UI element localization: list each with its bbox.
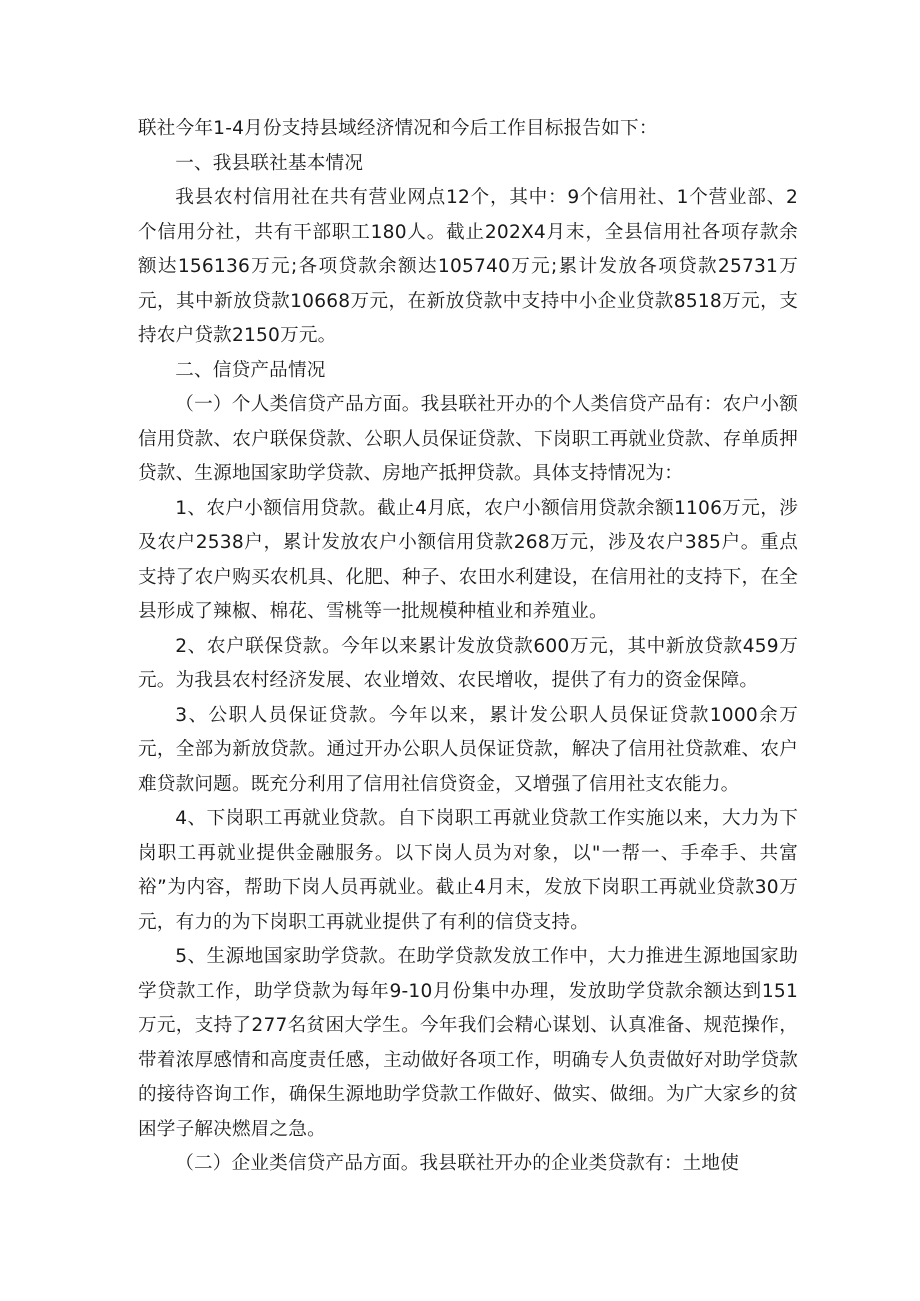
paragraph-item-4: 4、下岗职工再就业贷款。自下岗职工再就业贷款工作实施以来，大力为下岗职工再就业提供金融服务。以下岗人员为对象，以"一帮一、手牵手、共富裕”为内容，帮助下岗人员再就业。截止4月末，发放下岗职工再就业贷款30万元，有力的为下岗职工再就业提供了有利的信贷支持。 [138, 808, 798, 933]
document-body [138, 112, 798, 1182]
paragraph-enterprise-products: （二）企业类信贷产品方面。我县联社开办的企业类贷款有：土地使 [175, 1153, 740, 1174]
paragraph-item-3: 3、公职人员保证贷款。今年以来，累计发公职人员保证贷款1000余万元，全部为新放贷款。通过开办公职人员保证贷款，解决了信用社贷款难、农户难贷款问题。既充分利用了信用社信贷资金，又增强了信用社支农能力。 [138, 704, 798, 795]
paragraph-item-1: 1、农户小额信用贷款。截止4月底，农户小额信用贷款余额1106万元，涉及农户2538户，累计发放农户小额信用贷款268万元，涉及农户385户。重点支持了农户购买农机具、化肥、种子、农田水利建设，在信用社的支持下，在全县形成了辣椒、棉花、雪桃等一批规模种植业和养殖业。 [138, 497, 798, 622]
paragraph-item-5: 5、生源地国家助学贷款。在助学贷款发放工作中，大力推进生源地国家助学贷款工作，助学贷款为每年9-10月份集中办理，发放助学贷款余额达到151万元，支持了277名贫困大学生。今年我们会精心谋划、认真准备、规范操作，带着浓厚感情和高度责任感，主动做好各项工作，明确专人负责做好对助学贷款的接待咨询工作，确保生源地助学贷款工作做好、做实、做细。为广大家乡的贫困学子解决燃眉之急。 [138, 946, 798, 1140]
section-heading-basic-info: 一、我县联社基本情况 [175, 152, 364, 174]
intro-paragraph: 联社今年1-4月份支持县域经济情况和今后工作目标报告如下： [138, 118, 658, 139]
paragraph-personal-products: （一）个人类信贷产品方面。我县联社开办的个人类信贷产品有：农户小额信用贷款、农户联保贷款、公职人员保证贷款、下岗职工再就业贷款、存单质押贷款、生源地国家助学贷款、房地产抵押贷款。具体支持情况为： [138, 394, 798, 484]
section-heading-credit-products: 二、信贷产品情况 [175, 359, 326, 381]
paragraph-basic-info: 我县农村信用社在共有营业网点12个，其中：9个信用社、1个营业部、2个信用分社，共有干部职工180人。截止202X4月末，全县信用社各项存款余额达156136万元;各项贷款余额达105740万元;累计发放各项贷款25731万元，其中新放贷款10668万元，在新放贷款中支持中小企业贷款8518万元，支持农户贷款2150万元。 [138, 187, 798, 346]
paragraph-item-2: 2、农户联保贷款。今年以来累计发放贷款600万元，其中新放贷款459万元。为我县农村经济发展、农业增效、农民增收，提供了有力的资金保障。 [138, 635, 798, 691]
